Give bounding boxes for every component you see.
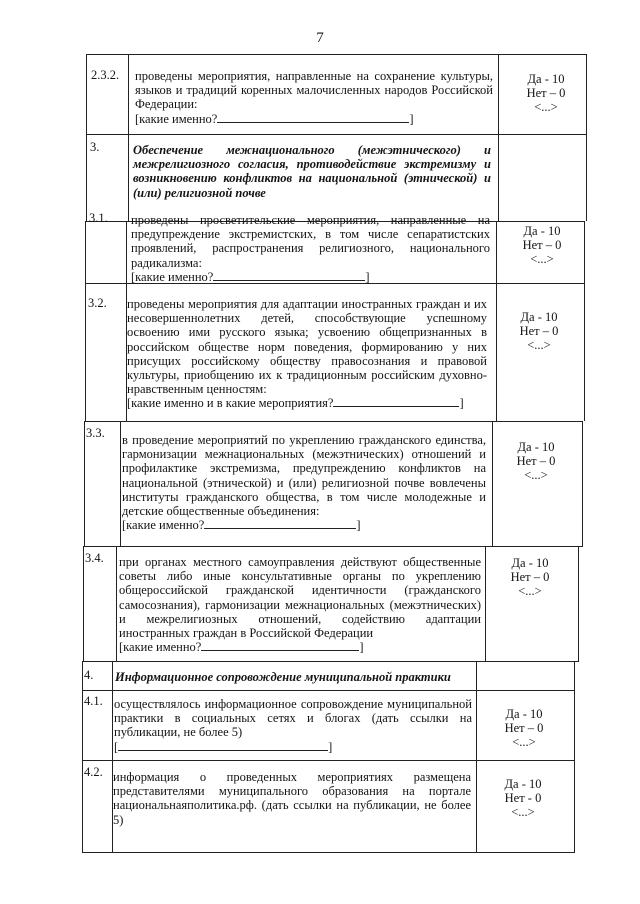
row-separator (86, 134, 587, 135)
answer-blank (217, 112, 409, 123)
answer-prompt: [ (114, 739, 119, 754)
row-number: 4. (84, 668, 94, 682)
score-yes: Да - 10 (505, 707, 543, 721)
section-heading: Информационное сопровождение муниципальной практики (115, 670, 451, 684)
score-no: Нет – 0 (504, 721, 544, 735)
score-yes: Да - 10 (511, 556, 549, 570)
column-divider-answer (498, 54, 499, 221)
score-options (494, 556, 566, 598)
score-yes: Да - 10 (517, 440, 555, 454)
row-separator (83, 661, 579, 662)
score-options (488, 707, 560, 749)
score-no: Нет – 0 (510, 570, 550, 584)
score-options (487, 777, 559, 819)
answer-prompt: [какие именно? (135, 111, 218, 126)
row-text: проведены мероприятия, направленные на сохранение культуры, языков и традиций коренных малочисленных народов Российской Федерации: [какие именно? ] (135, 69, 493, 126)
answer-prompt: [какие именно? (122, 518, 205, 533)
row-separator (84, 421, 583, 422)
score-no: Нет – 0 (516, 454, 556, 468)
column-divider-answer (485, 546, 486, 661)
column-divider-num (116, 546, 117, 661)
column-divider-num (128, 54, 129, 221)
row-separator (84, 546, 583, 547)
row-separator (86, 54, 587, 55)
score-yes: Да - 10 (523, 224, 561, 238)
row-separator (82, 852, 575, 853)
row-number: 3.1. (89, 211, 108, 225)
table-border-right (582, 421, 583, 546)
row-number: 3.2. (88, 296, 107, 310)
answer-blank (333, 396, 459, 407)
score-no: Нет – 0 (526, 86, 566, 100)
answer-prompt: [какие именно? (119, 640, 202, 655)
column-divider-answer (492, 421, 493, 546)
answer-blank (204, 518, 356, 529)
score-more: <...> (512, 735, 536, 749)
score-options (500, 440, 572, 482)
table-border-right (586, 54, 587, 221)
table-border-left (85, 221, 86, 421)
row-number: 3.4. (85, 551, 104, 565)
score-yes: Да - 10 (527, 72, 565, 86)
score-more: <...> (511, 805, 535, 819)
row-number: 2.3.2. (91, 68, 120, 82)
score-no: Нет - 0 (504, 791, 542, 805)
score-more: <...> (534, 100, 558, 114)
row-separator (82, 760, 575, 761)
row-text: при органах местного самоуправления действуют общественные советы либо иные консультативные органы по укреплению общероссийской гражданской идентичности (гражданского самосознания), гармонизации межнациональных (межэтнических) и межрелигиозных отношений, содействию адаптации иностранных граждан в Российской Федерации [какие именно? ] (119, 555, 481, 655)
score-no: Нет – 0 (519, 324, 559, 338)
row-text: в проведение мероприятий по укреплению гражданского единства, гармонизации межнациональных (межэтнических) отношений и профилактике экстремизма, предупреждению конфликтов на национальной (этнической) и (или) религиозной почве вовлечены институты гражданского общества, в том числе молодежные и детские общественные объединения: [какие именно? ] (122, 433, 486, 533)
answer-blank (118, 740, 328, 751)
answer-prompt: [какие именно и в какие мероприятия? (127, 396, 334, 411)
page-number: 7 (316, 30, 324, 46)
table-border-left (83, 546, 84, 661)
score-yes: Да - 10 (504, 777, 542, 791)
table-border-right (578, 546, 579, 661)
answer-prompt: [какие именно? (131, 269, 214, 284)
score-more: <...> (524, 468, 548, 482)
row-text: проведены просветительские мероприятия, направленные на предупреждение экстремистских, в том числе сепаратистских проявлений, распространения религиозного, национального радикализма: [какие именно? ] (131, 213, 490, 284)
table-border-left (84, 421, 85, 546)
row-text: информация о проведенных мероприятиях размещена представителями муниципального образования на портале национальнаяполитика.рф. (дать ссылки на публикации, не более 5) (113, 770, 471, 827)
score-more: <...> (527, 338, 551, 352)
score-more: <...> (518, 584, 542, 598)
section-heading: Обеспечение межнационального (межэтнического) и межрелигиозного согласия, противодействие экстремизму и возникновению конфликтов на национальной (этнической) и (или) религиозной почве (133, 143, 491, 200)
column-divider-num (120, 421, 121, 546)
column-divider-answer (496, 221, 497, 421)
row-number: 4.2. (84, 765, 103, 779)
table-border-left (86, 54, 87, 221)
score-more: <...> (530, 252, 554, 266)
score-options (506, 224, 578, 266)
answer-blank (213, 270, 365, 281)
answer-blank (201, 640, 359, 651)
score-yes: Да - 10 (520, 310, 558, 324)
row-text: осуществлялось информационное сопровождение муниципальной практики в социальных сетях и блогах (дать ссылки на публикации, не более 5) [ ] (114, 697, 472, 754)
score-no: Нет – 0 (522, 238, 562, 252)
row-number: 3.3. (86, 426, 105, 440)
row-separator (82, 690, 575, 691)
score-options (510, 72, 582, 114)
row-number: 4.1. (84, 694, 103, 708)
table-border-right (584, 221, 585, 421)
row-text: проведены мероприятия для адаптации иностранных граждан и их несовершеннолетних детей, способствующие успешному освоению ими русского языка; усвоению общепризнанных в российском обществе норм поведения, формированию у них присущих российскому обществу правосознания и правовой культуры, приобщению их к традиционным российским духовно-нравственным ценностям: [какие именно и в какие мероприятия? ] (127, 297, 487, 411)
score-options (503, 310, 575, 352)
row-number: 3. (90, 140, 100, 154)
